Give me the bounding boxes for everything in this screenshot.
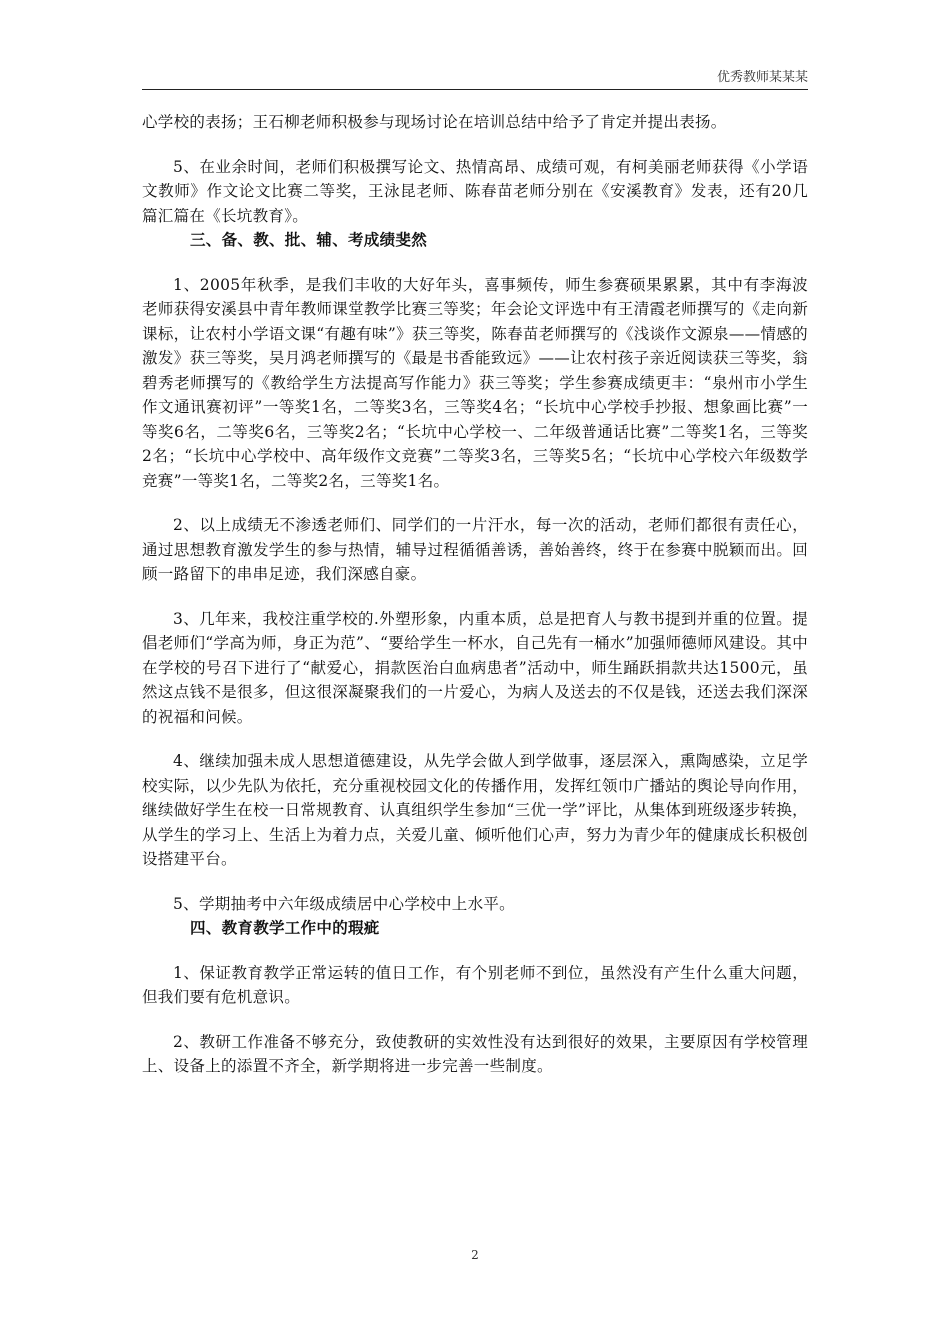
header-rule	[142, 89, 808, 90]
section-heading: 四、教育教学工作中的瑕疵	[190, 919, 380, 937]
paragraph: 1、保证教育教学正常运转的值日工作，有个别老师不到位，虽然没有产生什么重大问题，但我们要有危机意识。	[142, 963, 808, 1006]
paragraph: 2、教研工作准备不够充分，致使教研的实效性没有达到很好的效果，主要原因有学校管理上、设备上的添置不齐全，新学期将进一步完善一些制度。	[142, 1032, 808, 1075]
paragraph: 5、学期抽考中六年级成绩居中心学校中上水平。	[173, 894, 515, 913]
paragraph: 3、几年来，我校注重学校的.外塑形象，内重本质，总是把育人与教书提到并重的位置。提倡老师们“学高为师，身正为范”、“要给学生一杯水，自己先有一桶水”加强师德师风建设。其中在学校的号召下进行了“献爱心，捐款医治白血病患者”活动中，师生踊跃捐款共达1500元，虽然这点钱不是很多，但这很深凝聚我们的一片爱心，为病人及送去的不仅是钱，还送去我们深深的祝福和问候。	[142, 609, 808, 726]
document-body	[142, 110, 808, 1079]
paragraph-continuation: 心学校的表扬；王石柳老师积极参与现场讨论在培训总结中给予了肯定并提出表扬。	[142, 113, 727, 131]
header-title: 优秀教师某某某	[716, 70, 808, 85]
paragraph: 2、以上成绩无不渗透老师们、同学们的一片汗水，每一次的活动，老师们都很有责任心，通过思想教育激发学生的参与热情，辅导过程循循善诱，善始善终，终于在参赛中脱颖而出。回顾一路留下的串串足迹，我们深感自豪。	[142, 516, 808, 583]
paragraph: 4、继续加强未成人思想道德建设，从先学会做人到学做事，逐层深入，熏陶感染，立足学校实际，以少先队为依托，充分重视校园文化的传播作用，发挥红领巾广播站的舆论导向作用，继续做好学生在校一日常规教育、认真组织学生参加“三优一学”评比，从集体到班级逐步转换，从学生的学习上、生活上为着力点，关爱儿童、倾听他们心声，努力为青少年的健康成长积极创设搭建平台。	[142, 752, 808, 868]
page-number: 2	[471, 1248, 479, 1262]
paragraph: 1、2005年秋季，是我们丰收的大好年头，喜事频传，师生参赛硕果累累，其中有李海波老师获得安溪县中青年教师课堂教学比赛三等奖；年会论文评选中有王清霞老师撰写的《走向新课标，让农村小学语文课“有趣有味”》获三等奖，陈春苗老师撰写的《浅谈作文源泉——情感的激发》获三等奖，吴月鸿老师撰写的《最是书香能致远》——让农村孩子亲近阅读获三等奖，翁碧秀老师撰写的《教给学生方法提高写作能力》获三等奖；学生参赛成绩更丰：“泉州市小学生作文通讯赛初评”一等奖1名，二等奖3名，三等奖4名；“长坑中心学校手抄报、想象画比赛”一等奖6名，二等奖6名，三等奖2名；“长坑中心学校一、二年级普通话比赛”二等奖1名，三等奖2名；“长坑中心学校中、高年级作文竞赛”二等奖3名，三等奖5名；“长坑中心学校六年级数学竞赛”一等奖1名，二等奖2名，三等奖1名。	[142, 275, 808, 490]
section-heading: 三、备、教、批、辅、考成绩斐然	[190, 231, 428, 249]
paragraph: 5、在业余时间，老师们积极撰写论文、热情高昂、成绩可观，有柯美丽老师获得《小学语文教师》作文论文比赛二等奖，王泳昆老师、陈春苗老师分别在《安溪教育》发表，还有20几篇汇篇在《长坑教育》。	[142, 157, 808, 225]
